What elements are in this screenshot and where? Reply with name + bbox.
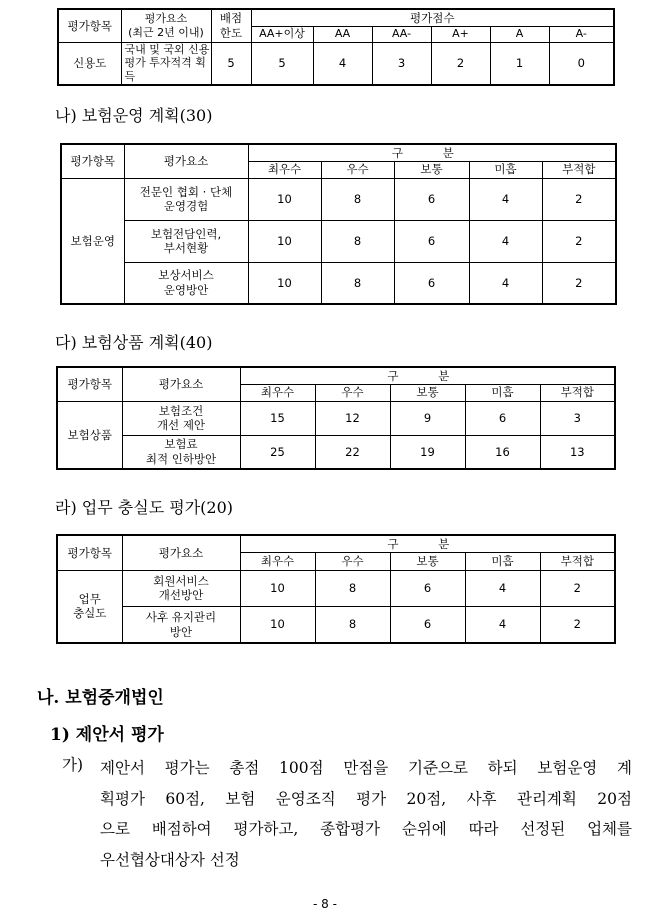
header-factor: 평가요소 (122, 535, 240, 570)
insurance-product-table (56, 366, 616, 470)
row-factor: 국내 및 국외 신용 평가 투자적격 획득 (121, 42, 211, 85)
grade-cell: A+ (431, 26, 490, 42)
row-factor: 보험조건 개선 제안 (122, 401, 240, 435)
score-cell: 4 (313, 42, 372, 85)
header-item: 평가항목 (58, 9, 121, 42)
grade-cell: 미흡 (465, 384, 540, 401)
score-cell: 8 (321, 178, 394, 220)
score-cell: 4 (465, 570, 540, 606)
header-item: 평가항목 (61, 144, 124, 178)
score-cell: 6 (465, 401, 540, 435)
row-factor: 회원서비스 개선방안 (122, 570, 240, 606)
score-cell: 6 (394, 220, 469, 262)
row-factor: 보험료 최적 인하방안 (122, 435, 240, 469)
score-cell: 2 (542, 178, 616, 220)
score-cell: 3 (540, 401, 615, 435)
score-cell: 10 (248, 220, 321, 262)
grade-cell: A (490, 26, 549, 42)
grade-cell: A- (549, 26, 614, 42)
paragraph-line: 획평가 60점, 보험 운영조직 평가 20점, 사후 관리계획 20점 (100, 789, 632, 808)
score-cell: 10 (248, 178, 321, 220)
table-row (58, 42, 614, 85)
section-na-title: 나) 보험운영 계획(30) (55, 106, 213, 125)
section-da-title: 다) 보험상품 계획(40) (55, 333, 213, 352)
score-cell: 2 (431, 42, 490, 85)
grade-cell: 우수 (321, 161, 394, 178)
row-category: 업무 충실도 (57, 570, 122, 643)
table-row (57, 401, 615, 435)
row-factor: 사후 유지관리 방안 (122, 607, 240, 643)
grade-cell: 보통 (390, 384, 465, 401)
row-factor: 보험전담인력, 부서현황 (124, 220, 248, 262)
grade-cell: 최우수 (240, 384, 315, 401)
score-cell: 4 (469, 220, 542, 262)
table-row (61, 220, 616, 262)
score-cell: 2 (540, 607, 615, 643)
grade-cell: 미흡 (469, 161, 542, 178)
score-cell: 6 (390, 607, 465, 643)
row-category: 보험운영 (61, 178, 124, 304)
grade-cell: 부적합 (540, 552, 615, 570)
header-factor: 평가요소 (124, 144, 248, 178)
score-cell: 8 (315, 570, 390, 606)
score-cell: 2 (540, 570, 615, 606)
score-cell: 8 (321, 262, 394, 304)
score-cell: 1 (490, 42, 549, 85)
score-cell: 13 (540, 435, 615, 469)
table-row (57, 435, 615, 469)
row-category: 보험상품 (57, 401, 122, 469)
score-cell: 0 (549, 42, 614, 85)
score-cell: 6 (394, 178, 469, 220)
paragraph-line: 우선협상대상자 선정 (100, 850, 240, 869)
grade-cell: AA- (372, 26, 431, 42)
score-cell: 19 (390, 435, 465, 469)
score-cell: 2 (542, 220, 616, 262)
grade-cell: 우수 (315, 384, 390, 401)
insurance-operation-table (60, 143, 617, 305)
score-cell: 9 (390, 401, 465, 435)
header-score: 평가점수 (251, 9, 614, 26)
paragraph-label: 가) (62, 756, 84, 774)
score-cell: 5 (251, 42, 313, 85)
credit-rating-table (57, 8, 615, 86)
grade-cell: AA+이상 (251, 26, 313, 42)
table-row (61, 178, 616, 220)
grade-cell: 우수 (315, 552, 390, 570)
heading-brokerage: 나. 보험중개법인 (37, 688, 164, 708)
paragraph-line: 으로 배점하여 평가하고, 종합평가 순위에 따라 선정된 업체를 (100, 820, 632, 838)
grade-cell: 미흡 (465, 552, 540, 570)
row-limit: 5 (211, 42, 251, 85)
score-cell: 16 (465, 435, 540, 469)
section-ra-title: 라) 업무 충실도 평가(20) (55, 498, 233, 517)
score-cell: 12 (315, 401, 390, 435)
header-group: 구 분 (240, 535, 615, 552)
grade-cell: 부적합 (542, 161, 616, 178)
row-factor: 보상서비스 운영방안 (124, 262, 248, 304)
score-cell: 4 (465, 607, 540, 643)
header-group: 구 분 (240, 367, 615, 384)
grade-cell: 최우수 (248, 161, 321, 178)
score-cell: 10 (248, 262, 321, 304)
grade-cell: 보통 (390, 552, 465, 570)
score-cell: 2 (542, 262, 616, 304)
score-cell: 6 (390, 570, 465, 606)
grade-cell: 보통 (394, 161, 469, 178)
score-cell: 8 (321, 220, 394, 262)
table-row (61, 262, 616, 304)
score-cell: 4 (469, 178, 542, 220)
row-item: 신용도 (58, 42, 121, 85)
header-item: 평가항목 (57, 367, 122, 401)
paragraph-line: 제안서 평가는 총점 100점 만점을 기준으로 하되 보험운영 계 (100, 759, 632, 777)
header-factor: 평가요소 (122, 367, 240, 401)
header-factor: 평가요소 (최근 2년 이내) (121, 9, 211, 42)
score-cell: 25 (240, 435, 315, 469)
score-cell: 3 (372, 42, 431, 85)
header-group: 구 분 (248, 144, 616, 161)
score-cell: 22 (315, 435, 390, 469)
table-row (57, 607, 615, 643)
work-fidelity-table (56, 534, 616, 644)
subheading-proposal-evaluation: 1) 제안서 평가 (50, 725, 164, 745)
score-cell: 4 (469, 262, 542, 304)
page-number: - 8 - (313, 897, 337, 911)
score-cell: 10 (240, 570, 315, 606)
grade-cell: 최우수 (240, 552, 315, 570)
score-cell: 10 (240, 607, 315, 643)
row-factor: 전문인 협회 · 단체 운영경험 (124, 178, 248, 220)
header-limit: 배점 한도 (211, 9, 251, 42)
grade-cell: 부적합 (540, 384, 615, 401)
grade-cell: AA (313, 26, 372, 42)
header-item: 평가항목 (57, 535, 122, 570)
score-cell: 8 (315, 607, 390, 643)
score-cell: 6 (394, 262, 469, 304)
table-row (57, 570, 615, 606)
score-cell: 15 (240, 401, 315, 435)
